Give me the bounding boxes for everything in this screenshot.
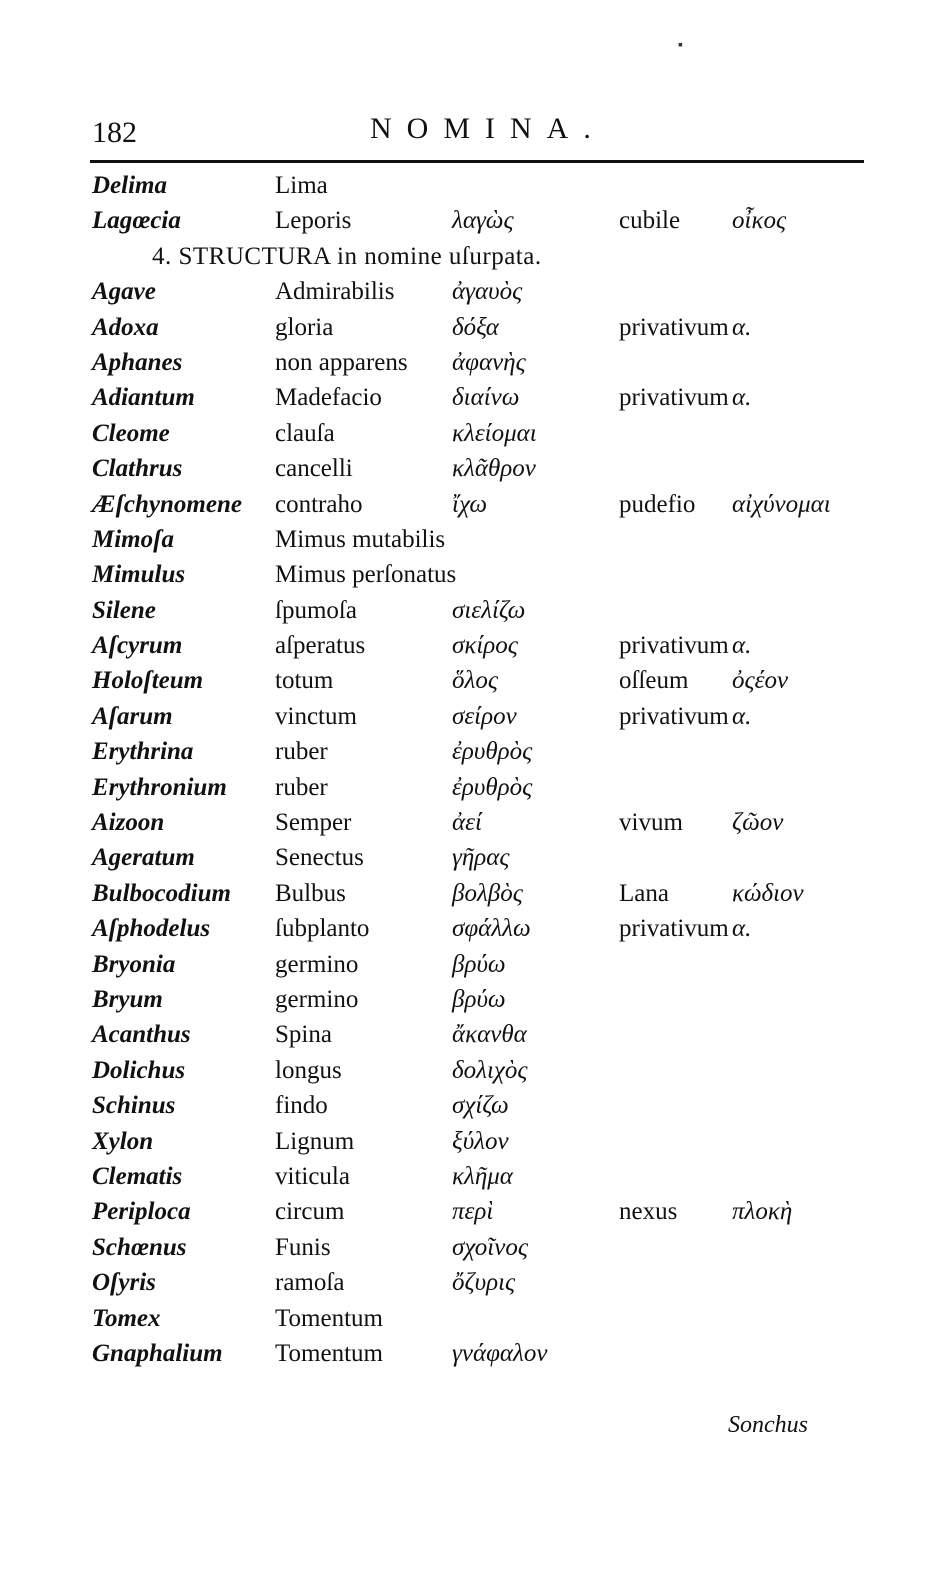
entry-row	[92, 416, 872, 451]
note-greek: α.	[732, 632, 752, 660]
latin-meaning: totum	[275, 667, 334, 695]
genus-name: Aſphodelus	[92, 915, 211, 943]
note: cubile	[619, 207, 681, 235]
greek-root: ἀφανὴς	[452, 348, 526, 376]
note: pudefio	[619, 490, 696, 518]
genus-name: Bryonia	[92, 950, 176, 978]
entry-row	[92, 1159, 872, 1194]
section-heading: 4. STRUCTURA in nomine uſurpata.	[152, 242, 542, 270]
note: privativum	[619, 915, 729, 943]
latin-meaning: Mimus perſonatus	[275, 561, 457, 589]
latin-meaning: ruber	[275, 773, 328, 801]
greek-root: δόξα	[452, 313, 499, 341]
entry-row	[92, 1194, 872, 1229]
latin-meaning: Spina	[275, 1021, 332, 1049]
entry-row	[92, 770, 872, 805]
genus-name: Æſchynomene	[92, 490, 242, 518]
note-greek: οἶκος	[732, 207, 787, 235]
greek-root: ὄζυρις	[452, 1269, 516, 1297]
greek-root: ξύλον	[452, 1127, 509, 1155]
latin-meaning: Tomentum	[275, 1304, 383, 1332]
greek-root: λαγὼς	[452, 207, 514, 235]
genus-name: Periploca	[92, 1198, 191, 1226]
latin-meaning: ſubplanto	[275, 915, 370, 943]
entry-row	[92, 699, 872, 734]
greek-root: ἀεί	[452, 809, 482, 837]
entry-row	[92, 840, 872, 875]
entry-row	[92, 380, 872, 415]
note: privativum	[619, 702, 729, 730]
entry-row	[92, 1336, 872, 1371]
latin-meaning: Mimus mutabilis	[275, 525, 446, 553]
greek-root: διαίνω	[452, 384, 520, 412]
genus-name: Tomex	[92, 1304, 161, 1332]
genus-name: Gnaphalium	[92, 1339, 223, 1367]
greek-root: γνάφαλον	[452, 1339, 548, 1367]
latin-meaning: ruber	[275, 738, 328, 766]
entry-row	[92, 663, 872, 698]
note: privativum	[619, 384, 729, 412]
greek-root: κλᾶθρον	[452, 455, 536, 483]
entry-row	[92, 1230, 872, 1265]
ink-speck: ▪	[678, 38, 683, 53]
genus-name: Lagœcia	[92, 207, 181, 235]
note: privativum	[619, 632, 729, 660]
note-greek: κώδιον	[732, 879, 804, 907]
entry-row	[92, 734, 872, 769]
running-title: NOMINA.	[370, 112, 606, 145]
latin-meaning: germino	[275, 950, 359, 978]
genus-name: Holoſteum	[92, 667, 204, 695]
catchword: Sonchus	[728, 1412, 808, 1438]
genus-name: Xylon	[92, 1127, 154, 1155]
latin-meaning: Senectus	[275, 844, 364, 872]
genus-name: Schinus	[92, 1092, 176, 1120]
genus-name: Aizoon	[92, 809, 165, 837]
latin-meaning: Lignum	[275, 1127, 355, 1155]
greek-root: ἐρυθρὸς	[452, 738, 533, 766]
latin-meaning: Bulbus	[275, 879, 346, 907]
latin-meaning: Funis	[275, 1233, 331, 1261]
page-number: 182	[92, 116, 137, 149]
genus-name: Aſcyrum	[92, 632, 183, 660]
greek-root: γῆρας	[452, 844, 510, 872]
entry-row	[92, 593, 872, 628]
greek-root: ἴχω	[452, 490, 488, 518]
genus-name: Acanthus	[92, 1021, 191, 1049]
entry-row	[92, 557, 872, 592]
latin-meaning: Tomentum	[275, 1339, 383, 1367]
note-greek: α.	[732, 915, 752, 943]
latin-meaning: Lima	[275, 172, 328, 199]
latin-meaning: Semper	[275, 809, 352, 837]
header-rule	[90, 160, 864, 163]
entry-row	[92, 628, 872, 663]
genus-name: Cleome	[92, 419, 170, 447]
genus-name: Ageratum	[92, 844, 195, 872]
greek-root: κλῆμα	[452, 1162, 513, 1190]
greek-root: ἄκανθα	[452, 1021, 527, 1049]
genus-name: Dolichus	[92, 1056, 186, 1084]
genus-name: Adoxa	[92, 313, 159, 341]
latin-meaning: findo	[275, 1092, 328, 1120]
latin-meaning: viticula	[275, 1162, 350, 1190]
greek-root: σείρον	[452, 702, 517, 730]
entry-row	[92, 911, 872, 946]
genus-name: Mimoſa	[92, 525, 174, 553]
entry-row	[92, 1088, 872, 1123]
genus-name: Erythronium	[92, 773, 227, 801]
latin-meaning: Leporis	[275, 207, 352, 235]
greek-root: σχοῖνος	[452, 1233, 528, 1261]
note: privativum	[619, 313, 729, 341]
entry-row	[92, 522, 872, 557]
note-greek: α.	[732, 313, 752, 341]
entry-row	[92, 1265, 872, 1300]
greek-root: ὅλος	[452, 667, 498, 695]
note: vivum	[619, 809, 683, 837]
entry-row	[92, 1053, 872, 1088]
note-greek: αἰχύνομαι	[732, 490, 831, 518]
genus-name: Clematis	[92, 1162, 183, 1190]
greek-root: δολιχὸς	[452, 1056, 528, 1084]
note-greek: α.	[732, 702, 752, 730]
note: oſſeum	[619, 667, 689, 695]
genus-name: Schœnus	[92, 1233, 187, 1261]
latin-meaning: Madefacio	[275, 384, 382, 412]
latin-meaning: contraho	[275, 490, 363, 518]
genus-name: Aphanes	[92, 348, 183, 376]
genus-name: Erythrina	[92, 738, 194, 766]
note-greek: ζῶον	[732, 809, 784, 837]
latin-meaning: Admirabilis	[275, 278, 395, 306]
note-greek: πλοκὴ	[732, 1198, 793, 1226]
entry-row	[92, 487, 872, 522]
genus-name: Bulbocodium	[92, 879, 231, 907]
entry-row	[92, 310, 872, 345]
note: nexus	[619, 1198, 678, 1226]
entry-row	[92, 982, 872, 1017]
entry-row	[92, 168, 872, 203]
genus-name: Oſyris	[92, 1269, 156, 1297]
genus-name: Silene	[92, 596, 156, 624]
genus-name: Mimulus	[92, 561, 186, 589]
greek-root: σφάλλω	[452, 915, 531, 943]
entry-row	[92, 947, 872, 982]
latin-meaning: vinctum	[275, 702, 357, 730]
latin-meaning: non apparens	[275, 348, 408, 376]
greek-root: σχίζω	[452, 1092, 509, 1120]
latin-meaning: aſperatus	[275, 632, 366, 660]
latin-meaning: ſpumoſa	[275, 596, 357, 624]
greek-root: κλείομαι	[452, 419, 537, 447]
greek-root: βολβὸς	[452, 879, 523, 907]
entry-row	[92, 1017, 872, 1052]
entry-list	[92, 168, 872, 1371]
entry-row	[92, 451, 872, 486]
greek-root: περὶ	[452, 1198, 494, 1226]
latin-meaning: circum	[275, 1198, 345, 1226]
greek-root: σκίρος	[452, 632, 518, 660]
genus-name: Aſarum	[92, 702, 173, 730]
latin-meaning: cancelli	[275, 455, 353, 483]
entry-row	[92, 203, 872, 238]
greek-root: ἀγαυὸς	[452, 278, 523, 306]
note-greek: ὀςέον	[732, 667, 789, 695]
greek-root: ἐρυθρὸς	[452, 773, 533, 801]
genus-name: Clathrus	[92, 455, 183, 483]
latin-meaning: gloria	[275, 313, 334, 341]
latin-meaning: longus	[275, 1056, 342, 1084]
genus-name: Delima	[92, 172, 167, 199]
entry-row	[92, 1301, 872, 1336]
greek-root: βρύω	[452, 950, 506, 978]
latin-meaning: clauſa	[275, 419, 335, 447]
page-header	[92, 108, 862, 158]
entry-row	[92, 805, 872, 840]
greek-root: σιελίζω	[452, 596, 526, 624]
latin-meaning: germino	[275, 985, 359, 1013]
entry-row	[92, 274, 872, 309]
note: Lana	[619, 879, 669, 907]
entry-row	[92, 1124, 872, 1159]
entry-row	[92, 876, 872, 911]
latin-meaning: ramoſa	[275, 1269, 345, 1297]
section-heading-row	[92, 239, 872, 274]
entry-row	[92, 345, 872, 380]
greek-root: βρύω	[452, 985, 506, 1013]
genus-name: Bryum	[92, 985, 163, 1013]
genus-name: Agave	[92, 278, 156, 306]
genus-name: Adiantum	[92, 384, 195, 412]
note-greek: α.	[732, 384, 752, 412]
